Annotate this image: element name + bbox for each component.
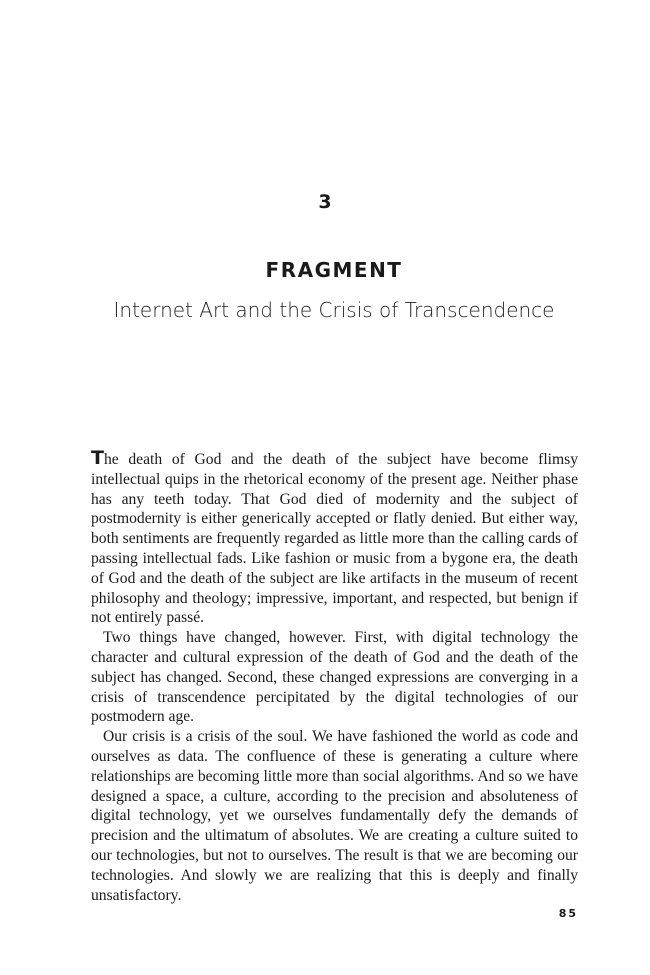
paragraph-1-text: he death of God and the death of the subject have become flimsy intellectual quips in the rhetorical economy of the present age. Neither phase has any teeth today. That God died of modernity and the subject of postmodernity is either generically accepted or flatly denied. But either way, both sentiments are frequently regarded as little more than the calling cards of passing intellectual fads. Like fashion or music from a bygone era, the death of God and the death of the subject are like artifacts in the museum of recent philosophy and theology; impressive, important, and respected, but benign if not entirely passé. xyxy=(91,451,578,627)
paragraph-2: Two things have changed, however. First, with digital technology the character and cultural expression of the death of God and the death of the subject has changed. Second, these changed expressions are converging in a crisis of transcendence percipitated by the digital technologies of our postmodern age. xyxy=(91,629,578,726)
chapter-title: FRAGMENT xyxy=(265,258,403,282)
paragraph-1 xyxy=(91,449,578,628)
chapter-number: 3 xyxy=(318,191,332,213)
page-number: 85 xyxy=(558,907,578,920)
body-text xyxy=(91,449,578,905)
paragraph-3: Our crisis is a crisis of the soul. We have fashioned the world as code and ourselves as data. The confluence of these is generating a culture where relationships are becoming little more than social algorithms. And so we have designed a space, a culture, according to the precision and absoluteness of digital technology, yet we ourselves fundamentally defy the demands of precision and the ultimatum of absolutes. We are creating a culture suited to our technologies, but not to ourselves. The result is that we are becoming our technologies. And slowly we are realizing that this is deeply and finally unsatisfactory. xyxy=(91,728,578,904)
chapter-subtitle: Internet Art and the Crisis of Transcendence xyxy=(113,298,555,322)
paragraph-initial: T xyxy=(91,447,104,469)
